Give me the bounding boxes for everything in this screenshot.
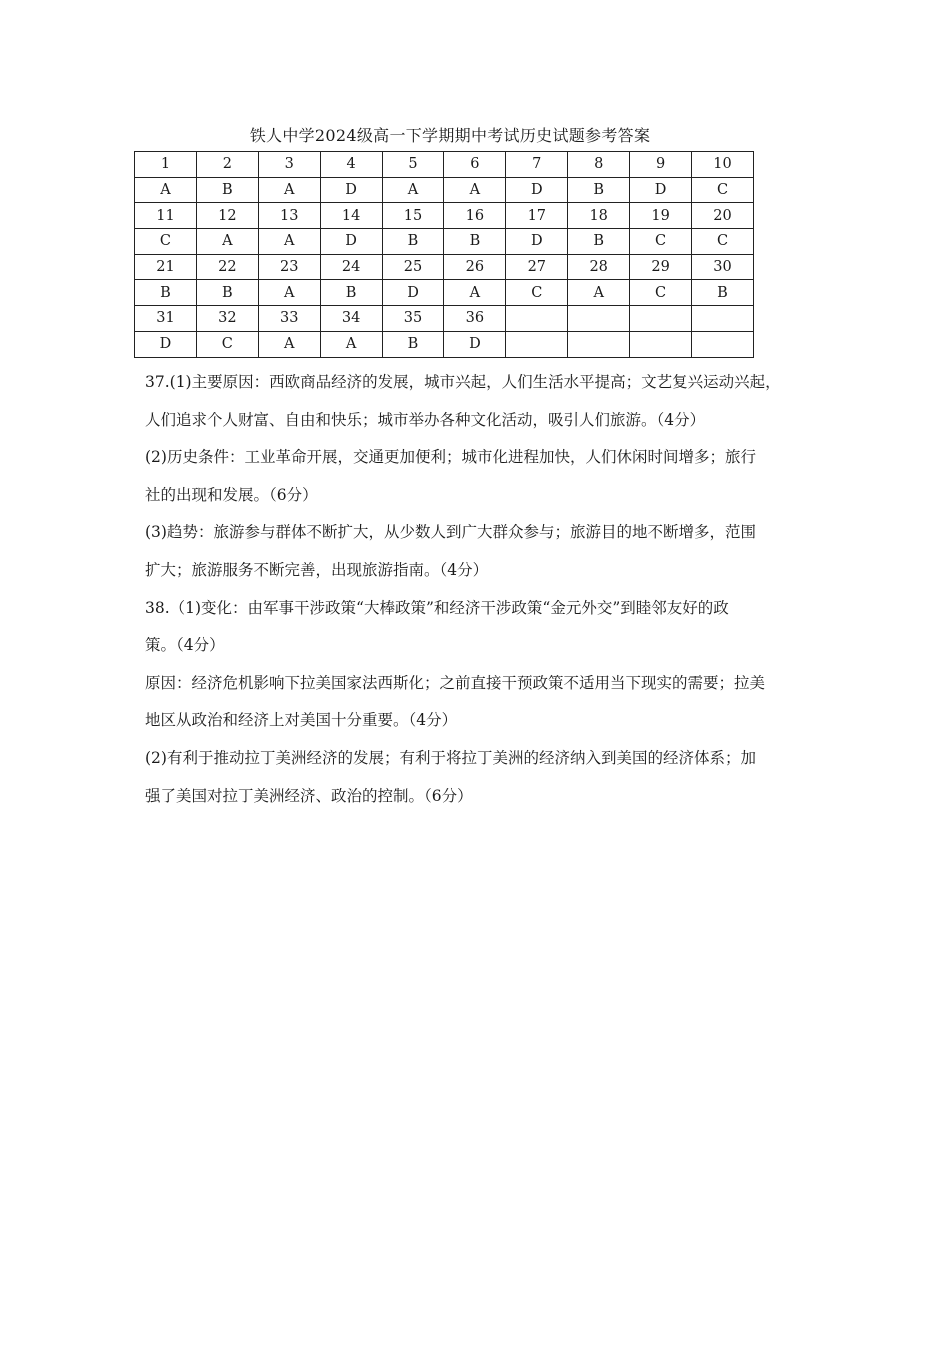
answer-text-line: (2)有利于推动拉丁美洲经济的发展；有利于将拉丁美洲的经济纳入到美国的经济体系；加	[145, 748, 756, 767]
question-number-cell: 16	[444, 203, 506, 229]
question-number-cell: 20	[692, 203, 754, 229]
question-number-cell	[692, 306, 754, 332]
answer-letter-cell: D	[506, 177, 568, 203]
question-number-cell: 18	[568, 203, 630, 229]
answer-letter-cell: B	[382, 229, 444, 255]
question-number-cell	[630, 306, 692, 332]
question-number-cell: 30	[692, 254, 754, 280]
question-number-cell: 3	[258, 152, 320, 178]
answer-letter-cell	[506, 331, 568, 357]
question-number-row	[135, 306, 754, 332]
question-number-cell: 17	[506, 203, 568, 229]
question-number-cell: 7	[506, 152, 568, 178]
answer-letter-cell: D	[506, 229, 568, 255]
answer-text-line: 人们追求个人财富、自由和快乐；城市举办各种文化活动，吸引人们旅游。（4分）	[145, 410, 706, 429]
answer-letter-row	[135, 331, 754, 357]
answer-letter-cell: C	[135, 229, 197, 255]
answer-letter-cell: A	[444, 280, 506, 306]
answer-letter-cell: B	[196, 280, 258, 306]
answer-letter-cell	[692, 331, 754, 357]
answer-text-line: (3)趋势：旅游参与群体不断扩大，从少数人到广大群众参与；旅游目的地不断增多，范围	[145, 523, 756, 542]
answer-letter-cell: A	[196, 229, 258, 255]
answer-letter-cell: B	[135, 280, 197, 306]
question-number-cell: 36	[444, 306, 506, 332]
question-number-row	[135, 152, 754, 178]
question-number-cell: 21	[135, 254, 197, 280]
answer-key-table	[134, 151, 754, 358]
answer-letter-cell: A	[258, 280, 320, 306]
answer-letter-cell: C	[630, 229, 692, 255]
answer-text-line: 策。（4分）	[145, 636, 225, 655]
question-number-cell: 33	[258, 306, 320, 332]
answer-letter-cell: B	[382, 331, 444, 357]
answer-explanations	[145, 364, 825, 815]
answer-text-line: 社的出现和发展。（6分）	[145, 485, 318, 504]
question-number-cell: 28	[568, 254, 630, 280]
answer-letter-cell: A	[258, 229, 320, 255]
document-title: 铁人中学2024级高一下学期期中考试历史试题参考答案	[249, 126, 651, 145]
question-number-cell: 1	[135, 152, 197, 178]
question-number-cell: 13	[258, 203, 320, 229]
question-number-cell: 6	[444, 152, 506, 178]
question-number-row	[135, 254, 754, 280]
answer-letter-cell: D	[382, 280, 444, 306]
question-number-cell: 10	[692, 152, 754, 178]
question-number-cell: 35	[382, 306, 444, 332]
answer-letter-cell: B	[568, 177, 630, 203]
answer-text-line: 37.(1)主要原因：西欧商品经济的发展，城市兴起，人们生活水平提高；文艺复兴运动兴起，	[145, 373, 781, 391]
question-number-cell: 11	[135, 203, 197, 229]
question-number-cell	[568, 306, 630, 332]
question-number-cell: 9	[630, 152, 692, 178]
answer-letter-cell: A	[444, 177, 506, 203]
answer-letter-cell: C	[506, 280, 568, 306]
question-number-cell: 23	[258, 254, 320, 280]
answer-letter-cell: A	[258, 331, 320, 357]
answer-letter-cell: A	[382, 177, 444, 203]
answer-letter-cell: B	[692, 280, 754, 306]
answer-letter-cell: D	[444, 331, 506, 357]
answer-letter-cell: A	[320, 331, 382, 357]
answer-letter-cell: C	[692, 229, 754, 255]
question-number-cell: 2	[196, 152, 258, 178]
answer-letter-cell: D	[320, 229, 382, 255]
answer-letter-cell: B	[444, 229, 506, 255]
answer-letter-cell: A	[568, 280, 630, 306]
answer-text-line: 原因：经济危机影响下拉美国家法西斯化；之前直接干预政策不适用当下现实的需要；拉美	[145, 673, 766, 692]
answer-letter-cell: C	[692, 177, 754, 203]
question-number-cell: 24	[320, 254, 382, 280]
question-number-cell: 25	[382, 254, 444, 280]
question-number-cell: 19	[630, 203, 692, 229]
question-number-cell: 5	[382, 152, 444, 178]
question-number-cell: 22	[196, 254, 258, 280]
answer-letter-cell: A	[258, 177, 320, 203]
question-number-cell: 15	[382, 203, 444, 229]
question-number-cell: 29	[630, 254, 692, 280]
question-number-cell: 26	[444, 254, 506, 280]
answer-text-line: 38.（1)变化：由军事干涉政策“大棒政策”和经济干涉政策“金元外交”到睦邻友好的政	[145, 598, 729, 617]
answer-letter-cell	[568, 331, 630, 357]
question-number-cell: 34	[320, 306, 382, 332]
answer-letter-row	[135, 177, 754, 203]
answer-letter-cell: D	[320, 177, 382, 203]
answer-letter-cell	[630, 331, 692, 357]
question-number-cell: 32	[196, 306, 258, 332]
answer-letter-cell: B	[196, 177, 258, 203]
question-number-cell: 27	[506, 254, 568, 280]
answer-letter-row	[135, 229, 754, 255]
answer-letter-cell: C	[630, 280, 692, 306]
answer-text-line: (2)历史条件：工业革命开展，交通更加便利；城市化进程加快，人们休闲时间增多；旅行	[145, 448, 756, 467]
answer-letter-cell: B	[320, 280, 382, 306]
answer-letter-cell: C	[196, 331, 258, 357]
answer-text-line: 地区从政治和经济上对美国十分重要。（4分）	[145, 711, 458, 730]
question-number-row	[135, 203, 754, 229]
answer-letter-cell: B	[568, 229, 630, 255]
question-number-cell: 14	[320, 203, 382, 229]
answer-letter-row	[135, 280, 754, 306]
question-number-cell: 4	[320, 152, 382, 178]
answer-letter-cell: D	[630, 177, 692, 203]
answer-letter-cell: A	[135, 177, 197, 203]
question-number-cell: 8	[568, 152, 630, 178]
answer-text-line: 强了美国对拉丁美洲经济、政治的控制。（6分）	[145, 786, 473, 805]
answer-letter-cell: D	[135, 331, 197, 357]
question-number-cell	[506, 306, 568, 332]
question-number-cell: 12	[196, 203, 258, 229]
answer-text-line: 扩大；旅游服务不断完善，出现旅游指南。（4分）	[145, 560, 489, 579]
question-number-cell: 31	[135, 306, 197, 332]
